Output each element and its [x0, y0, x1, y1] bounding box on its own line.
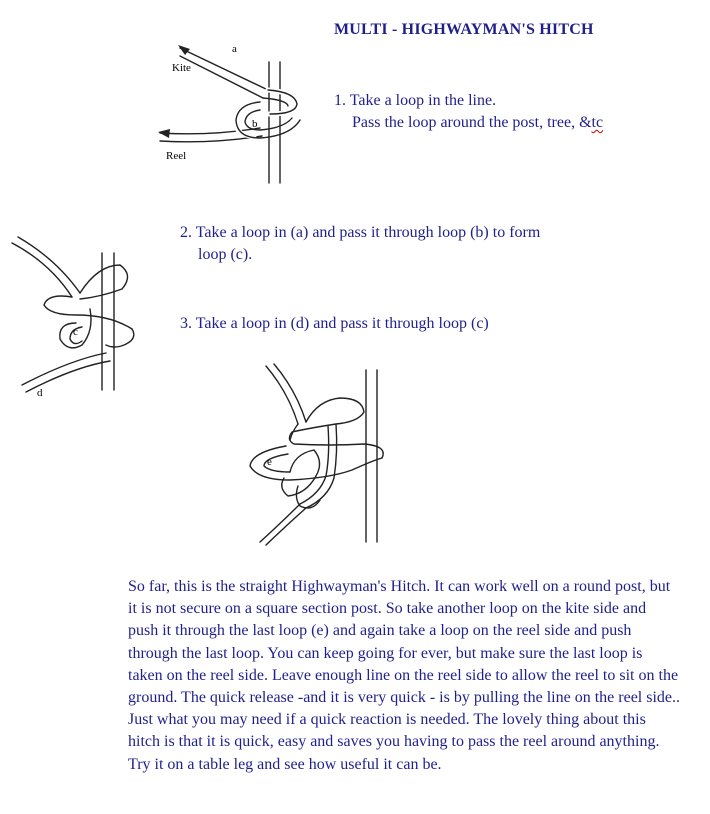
explanation-paragraph: So far, this is the straight Highwayman's Hitch. It can work well on a round post, but it is not secure on a square section post. So take another loop on the kite side and push it through the last loop (e) and again take a loop on the reel side and push through the last loop. You can keep going for ever, but make sure the last loop is taken on the reel side. Leave enough line on the reel side to allow the reel to sit on the ground. The quick release -and it is very quick - is by pulling the line on the reel side.. Just what you may need if a quick reaction is needed. The lovely thing about this hitch is that it is quick, easy and saves you having to pass the reel around anything. Try it on a table leg and see how useful it can be.	[128, 578, 681, 773]
step-2	[180, 222, 620, 266]
step-1	[334, 90, 603, 134]
label-e: e	[267, 456, 272, 468]
figure-2-diagram	[10, 235, 150, 400]
step-2-line-2: loop (c).	[198, 246, 253, 263]
step-3: 3. Take a loop in (d) and pass it through loop (c)	[180, 315, 489, 332]
page-title: MULTI - HIGHWAYMAN'S HITCH	[334, 21, 594, 38]
step-1-line-1: 1. Take a loop in the line.	[334, 92, 497, 109]
figure-3-diagram	[240, 362, 400, 547]
figure-1-diagram	[150, 40, 320, 190]
step-1-line-2: Pass the loop around the post, tree, &tc	[352, 114, 604, 131]
label-reel: Reel	[166, 150, 187, 162]
label-kite: Kite	[172, 62, 191, 74]
label-c: c	[73, 326, 78, 338]
label-b: b	[252, 118, 258, 130]
label-d: d	[37, 387, 43, 399]
step-2-line-1: 2. Take a loop in (a) and pass it through loop (b) to form	[180, 224, 541, 241]
label-a: a	[232, 43, 237, 55]
